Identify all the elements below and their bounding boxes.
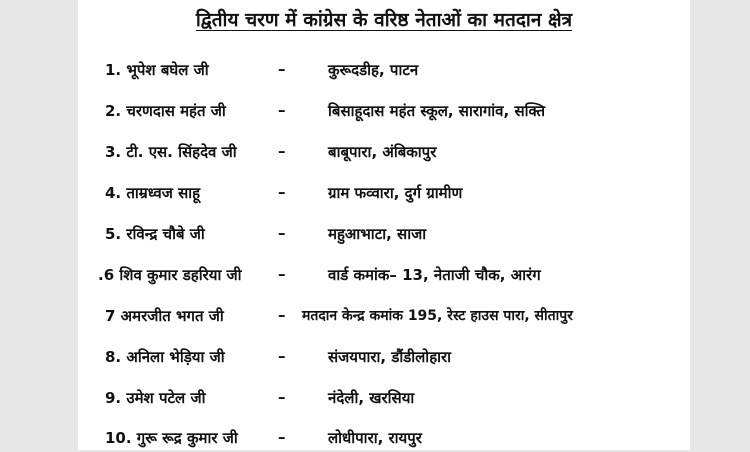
leader-name: 7 अमरजीत भगत जी: [105, 307, 224, 325]
polling-location: मतदान केन्द्र कमांक 195, रेस्ट हाउस पारा, सीतापुर: [302, 308, 573, 324]
list-item: [78, 142, 690, 166]
polling-location: बिसाहूदास महंत स्कूल, सारागांव, सक्ति: [328, 102, 546, 120]
leader-name: 2. चरणदास महंत जी: [105, 102, 226, 120]
leader-name: 5. रविन्द्र चौबे जी: [105, 225, 205, 243]
leader-name: 3. टी. एस. सिंहदेव जी: [105, 143, 237, 161]
separator-dash: –: [278, 347, 286, 365]
separator-dash: –: [278, 224, 286, 242]
separator-dash: –: [278, 60, 286, 78]
separator-dash: –: [278, 101, 286, 119]
list-item: [78, 428, 690, 452]
leader-name: 9. उमेश पटेल जी: [105, 389, 206, 407]
document-title: द्वितीय चरण में कांग्रेस के वरिष्ठ नेताओं का मतदान क्षेत्र: [195, 9, 573, 31]
polling-location: बाबूपारा, अंबिकापुर: [328, 143, 437, 161]
list-item: [78, 265, 690, 289]
leader-name: 8. अनिला भेड़िया जी: [105, 348, 225, 366]
list-item: [78, 183, 690, 207]
document-page: [78, 0, 690, 450]
list-item: [78, 306, 690, 330]
list-item: [78, 60, 690, 84]
separator-dash: –: [278, 388, 286, 406]
polling-location: संजयपारा, डौंडीलोहारा: [328, 348, 452, 366]
leader-name: .6 शिव कुमार डहरिया जी: [98, 266, 242, 284]
list-item: [78, 388, 690, 412]
separator-dash: –: [278, 265, 286, 283]
polling-location: महुआभाटा, साजा: [328, 225, 427, 243]
separator-dash: –: [278, 183, 286, 201]
polling-location: नंदेली, खरसिया: [328, 389, 415, 407]
leader-name: 4. ताम्रध्वज साहू: [105, 184, 201, 202]
list-item: [78, 347, 690, 371]
leader-name: 1. भूपेश बघेल जी: [105, 61, 209, 79]
separator-dash: –: [278, 306, 286, 324]
list-item: [78, 224, 690, 248]
separator-dash: –: [278, 428, 286, 446]
polling-location: वार्ड कमांक– 13, नेताजी चौक, आरंग: [328, 266, 541, 284]
polling-location: ग्राम फव्वारा, दुर्ग ग्रामीण: [328, 184, 463, 202]
leader-name: 10. गुरू रूद्र कुमार जी: [105, 429, 238, 447]
separator-dash: –: [278, 142, 286, 160]
polling-location: कुरूदडीह, पाटन: [328, 61, 419, 79]
list-item: [78, 101, 690, 125]
polling-location: लोधीपारा, रायपुर: [328, 429, 422, 447]
